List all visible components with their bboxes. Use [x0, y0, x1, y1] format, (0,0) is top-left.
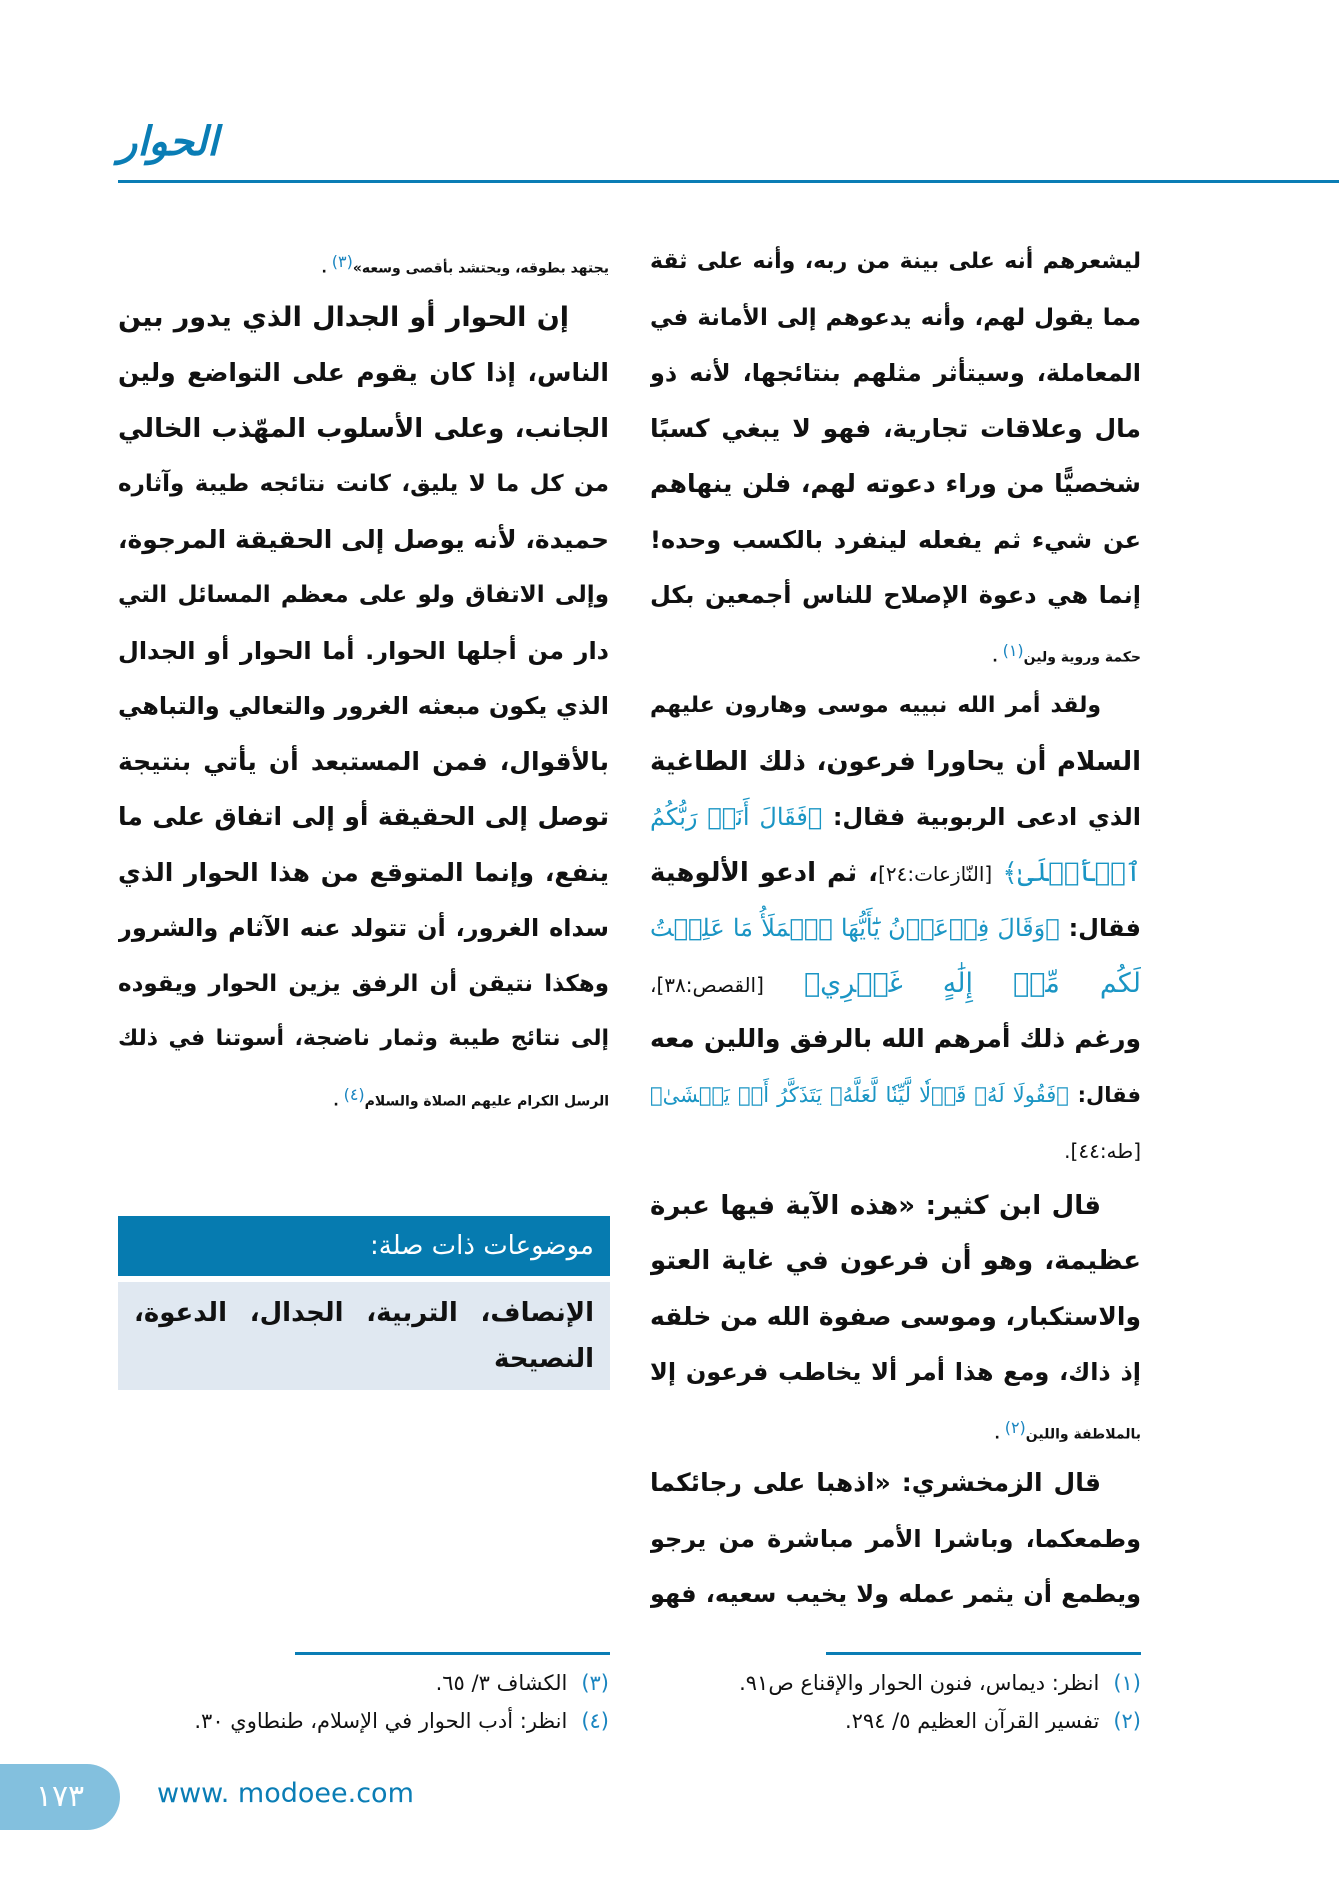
text-segment: الذي ادعى الربوبية فقال:	[822, 803, 1141, 831]
text-segment: فقال:	[1068, 1082, 1141, 1107]
text-segment: ولقد أمر الله نبييه موسى وهارون عليهم	[650, 693, 1101, 718]
text-segment: مما يقول لهم، وأنه يدعوهم إلى الأمانة في	[650, 304, 1141, 331]
text-segment: .	[333, 1093, 344, 1110]
text-segment: قال ابن كثير: «هذه الآية فيها عبرة	[650, 1190, 1101, 1221]
text-segment: إذ ذاك، ومع هذا أمر ألا يخاطب فرعون إلا	[650, 1358, 1141, 1386]
text-line	[650, 234, 1141, 290]
text-segment: حكمة وروية ولين	[1023, 649, 1141, 666]
page-number: ١٧٣	[0, 1764, 120, 1830]
text-line	[118, 956, 609, 1012]
text-line	[118, 456, 609, 512]
text-segment: وهكذا نتيقن أن الرفق يزين الحوار ويقوده	[118, 970, 609, 997]
text-line	[118, 678, 609, 734]
text-segment: دار من أجلها الحوار. أما الحوار أو الجدال	[118, 636, 609, 665]
footnote-marker: (٢)	[1004, 1417, 1026, 1437]
text-segment: يجتهد بطوقه، ويحتشد بأقصى وسعه»	[352, 260, 609, 277]
header-rule	[118, 180, 1339, 183]
footnote	[118, 1702, 609, 1740]
text-segment: إن الحوار أو الجدال الذي يدور بين	[118, 301, 569, 333]
text-line	[118, 401, 609, 457]
text-segment: شخصيًّا من وراء دعوته لهم، فلن ينهاهم	[650, 469, 1141, 498]
text-segment: إلى نتائج طيبة وثمار ناضجة، أسوتنا في ذلك	[118, 1026, 609, 1051]
text-segment: .	[321, 260, 332, 277]
text-line	[118, 845, 609, 901]
related-topics-list: الإنصاف، التربية، الجدال، الدعوة، النصيحة	[118, 1282, 610, 1390]
footnotes-left	[118, 1664, 609, 1740]
text-segment: عظيمة، وهو أن فرعون في غاية العتو	[650, 1246, 1141, 1276]
text-segment: وطمعكما، وباشرا الأمر مباشرة من يرجو	[650, 1524, 1141, 1553]
text-segment: بالملاطفة واللين	[1025, 1426, 1141, 1443]
text-segment: سداه الغرور، أن تتولد عنه الآثام والشرور	[118, 914, 609, 942]
verse-reference: [النّازعات:٢٤]	[878, 861, 993, 886]
quran-verse: لَكُم مِّنۡ إِلَٰهٍ غَيۡرِي﴾	[763, 967, 1141, 999]
text-segment: .	[994, 1426, 1005, 1443]
text-segment: السلام أن يحاورا فرعون، ذلك الطاغية	[650, 746, 1141, 777]
footnote-marker: (٤)	[343, 1084, 365, 1104]
verse-reference: [القصص:٣٨]،	[650, 972, 764, 997]
text-segment: مال وعلاقات تجارية، فهو لا يبغي كسبًا	[650, 413, 1141, 443]
text-line	[650, 512, 1141, 568]
text-line	[650, 956, 1141, 1012]
footnote-number: (٤)	[581, 1709, 609, 1733]
text-line	[650, 1400, 1141, 1456]
quran-verse: ٱلۡأَعۡلَىٰ﴾	[992, 857, 1141, 888]
text-segment: الناس، إذا كان يقوم على التواضع ولين	[118, 358, 609, 387]
text-segment: وإلى الاتفاق ولو على معظم المسائل التي	[118, 582, 609, 608]
text-segment: حميدة، لأنه يوصل إلى الحقيقة المرجوة،	[118, 524, 609, 554]
text-segment: المعاملة، وسيتأثر مثلهم بنتائجها، لأنه ذو	[650, 359, 1141, 387]
text-segment: قال الزمخشري: «اذهبا على رجائكما	[650, 1468, 1101, 1497]
text-line	[118, 900, 609, 956]
footnote-text: الكشاف ٣/ ٦٥.	[435, 1671, 568, 1695]
text-line	[118, 734, 609, 790]
text-segment: توصل إلى الحقيقة أو إلى اتفاق على ما	[118, 802, 609, 831]
text-segment: الرسل الكرام عليهم الصلاة والسلام	[364, 1093, 609, 1110]
text-line	[650, 290, 1141, 346]
text-line	[118, 290, 609, 346]
text-line	[650, 1566, 1141, 1622]
text-line	[650, 678, 1141, 734]
text-line	[118, 1011, 609, 1067]
text-line	[650, 1233, 1141, 1289]
text-segment: ينفع، وإنما المتوقع من هذا الحوار الذي	[118, 857, 609, 887]
text-line	[650, 734, 1141, 790]
text-line	[650, 1011, 1141, 1067]
quran-verse: ﴿فَقُولَا لَهُۥ قَوۡلٗا لَّيِّنٗا لَّعَلَّهُۥ يَتَذَكَّرُ أَوۡ يَخۡشَىٰ﴾	[650, 1082, 1069, 1107]
text-segment: إنما هي دعوة الإصلاح للناس أجمعين بكل	[650, 581, 1141, 609]
footnote-number: (٢)	[1113, 1709, 1141, 1733]
text-line	[118, 1067, 609, 1123]
text-line	[650, 1178, 1141, 1234]
text-line	[650, 1455, 1141, 1511]
text-line	[650, 567, 1141, 623]
text-line	[650, 1289, 1141, 1345]
text-segment: ، ثم ادعو الألوهية	[650, 857, 879, 888]
text-segment: .	[992, 649, 1003, 666]
text-line	[650, 1067, 1141, 1123]
footnote	[650, 1702, 1141, 1740]
text-line	[118, 345, 609, 401]
footnote	[650, 1664, 1141, 1702]
text-line	[118, 789, 609, 845]
verse-reference: [طه:٤٤].	[1064, 1139, 1141, 1163]
text-segment: عن شيء ثم يفعله لينفرد بالكسب وحده!	[650, 525, 1141, 554]
running-header-title: الحوار	[118, 118, 219, 165]
related-topics-title: موضوعات ذات صلة:	[118, 1216, 610, 1276]
text-segment: فقال:	[1059, 914, 1141, 942]
footnote-number: (١)	[1113, 1671, 1141, 1695]
footnote-rule-right	[826, 1652, 1141, 1655]
footnote-text: تفسير القرآن العظيم ٥/ ٢٩٤.	[844, 1709, 1100, 1733]
footnote-marker: (٣)	[331, 252, 353, 271]
text-line	[118, 623, 609, 679]
footnote-text: انظر: أدب الحوار في الإسلام، طنطاوي ٣٠.	[194, 1709, 568, 1733]
text-line	[650, 789, 1141, 845]
text-line	[650, 401, 1141, 457]
text-segment: من كل ما لا يليق، كانت نتائجه طيبة وآثاره	[118, 471, 609, 497]
text-segment: الذي يكون مبعثه الغرور والتعالي والتباهي	[118, 692, 609, 720]
text-line	[650, 845, 1141, 901]
footnote	[118, 1664, 609, 1702]
text-line	[650, 623, 1141, 679]
text-segment: بالأقوال، فمن المستبعد أن يأتي بنتيجة	[118, 746, 609, 776]
text-line	[118, 567, 609, 623]
text-line	[650, 1511, 1141, 1567]
quran-verse: ﴿فَقَالَ أَنَا۠ رَبُّكُمُ	[650, 803, 823, 831]
text-segment: والاستكبار، وموسى صفوة الله من خلقه	[650, 1301, 1141, 1331]
text-line	[650, 1122, 1141, 1178]
text-segment: الجانب، وعلى الأسلوب المهّذب الخالي	[118, 413, 609, 444]
text-line	[650, 900, 1141, 956]
text-line	[118, 234, 609, 290]
footnote-marker: (١)	[1002, 640, 1024, 660]
website-link[interactable]: www. modoee.com	[157, 1778, 414, 1809]
footnote-number: (٣)	[581, 1671, 609, 1695]
footnotes-right	[650, 1664, 1141, 1740]
text-line	[650, 456, 1141, 512]
quran-verse: ﴿وَقَالَ فِرۡعَوۡنُ يَٰٓأَيُّهَا ٱلۡمَلَأُ مَا عَلِمۡتُ	[650, 914, 1060, 942]
footnote-text: انظر: ديماس، فنون الحوار والإقناع ص٩١.	[739, 1671, 1100, 1695]
footnote-rule-left	[295, 1652, 610, 1655]
text-line	[118, 512, 609, 568]
text-segment: ويطمع أن يثمر عمله ولا يخيب سعيه، فهو	[650, 1580, 1141, 1608]
text-segment: ليشعرهم أنه على بينة من ربه، وأنه على ثقة	[650, 249, 1141, 274]
text-line	[650, 345, 1141, 401]
text-segment: ورغم ذلك أمرهم الله بالرفق واللين معه	[650, 1024, 1141, 1053]
text-line	[650, 1344, 1141, 1400]
